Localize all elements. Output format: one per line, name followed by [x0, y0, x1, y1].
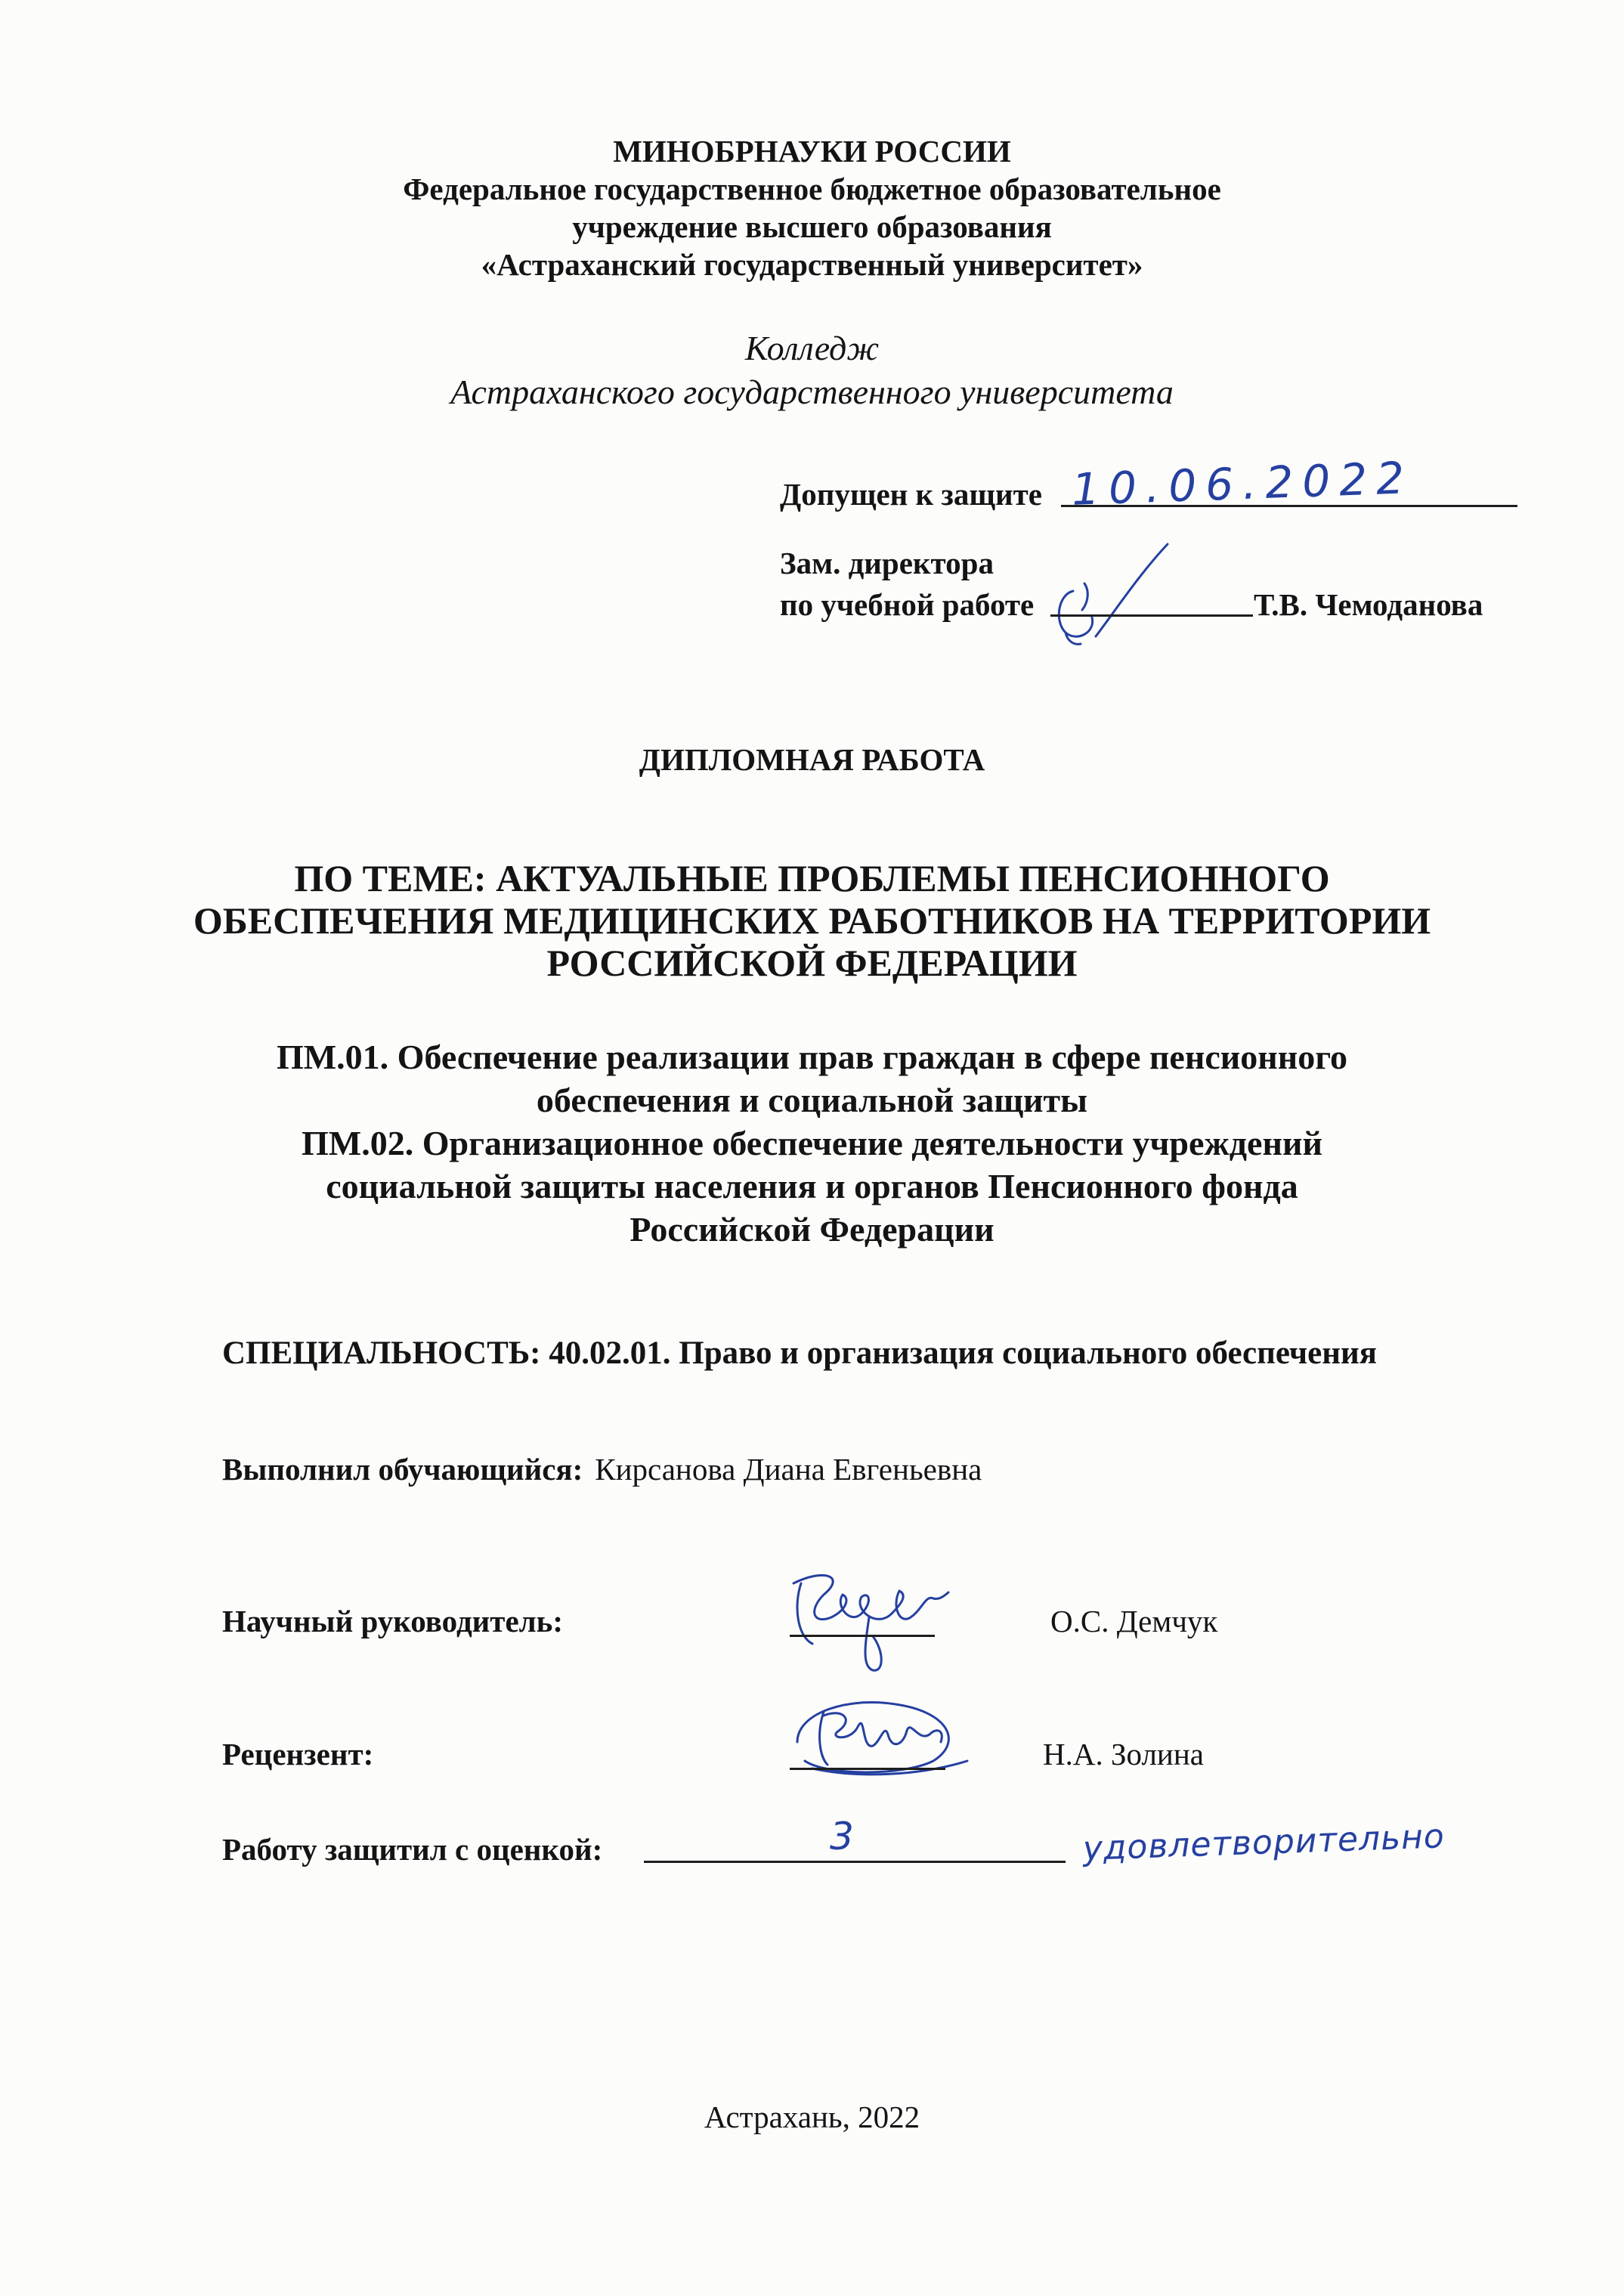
- module-line: обеспечения и социальной защиты: [536, 1081, 1088, 1119]
- college-line: Астраханского государственного университета: [450, 373, 1174, 411]
- work-type-title: ДИПЛОМНАЯ РАБОТА: [639, 742, 985, 777]
- header-line: «Астраханский государственный университет»: [481, 247, 1143, 282]
- specialty: СПЕЦИАЛЬНОСТЬ: 40.02.01. Право и организация социального обеспечения: [222, 1335, 1378, 1371]
- module-line: Российской Федерации: [629, 1210, 995, 1249]
- reviewer-label: Рецензент:: [222, 1737, 374, 1772]
- topic-line: РОССИЙСКОЙ ФЕДЕРАЦИИ: [546, 942, 1078, 984]
- module-line: социальной защиты населения и органов Пенсионного фонда: [326, 1167, 1298, 1205]
- module-line: ПМ.02. Организационное обеспечение деятельности учреждений: [302, 1124, 1322, 1162]
- thesis-topic: [0, 857, 1624, 984]
- deputy-director-name: Т.В. Чемоданова: [1254, 587, 1483, 622]
- supervisor-signature: [778, 1553, 952, 1674]
- grade-label: Работу защитил с оценкой:: [222, 1832, 603, 1867]
- deputy-director-title: Зам. директора: [780, 546, 994, 580]
- city-year: Астрахань, 2022: [704, 2100, 920, 2134]
- approval-label: Допущен к защите: [780, 477, 1042, 512]
- signature-line: [790, 1768, 945, 1770]
- student-name: Кирсанова Диана Евгеньевна: [595, 1452, 982, 1487]
- reviewer-name: Н.А. Золина: [1043, 1737, 1205, 1772]
- header-line: учреждение высшего образования: [572, 209, 1052, 244]
- topic-line: ОБЕСПЕЧЕНИЯ МЕДИЦИНСКИХ РАБОТНИКОВ НА ТЕРРИТОРИИ: [193, 899, 1431, 942]
- signature-line: [790, 1635, 935, 1637]
- grade-score-handwritten: 3: [830, 1815, 854, 1858]
- supervisor-name: О.С. Демчук: [1050, 1604, 1218, 1638]
- professional-modules: [0, 1035, 1624, 1251]
- grade-underline: [644, 1861, 1066, 1863]
- student-label: Выполнил обучающийся:: [222, 1452, 583, 1487]
- deputy-director-department: по учебной работе: [780, 587, 1035, 622]
- ministry-header: [0, 132, 1624, 283]
- grade-text-handwritten: удовлетворительно: [1082, 1817, 1446, 1868]
- college-line: Колледж: [744, 329, 880, 367]
- topic-line: ПО ТЕМЕ: АКТУАЛЬНЫЕ ПРОБЛЕМЫ ПЕНСИОННОГО: [294, 857, 1330, 899]
- student-row: [222, 1451, 982, 1487]
- signature-line: [1050, 614, 1253, 617]
- module-line: ПМ.01. Обеспечение реализации прав граждан в сфере пенсионного: [276, 1038, 1348, 1076]
- supervisor-label: Научный руководитель:: [222, 1604, 563, 1638]
- header-line: Федеральное государственное бюджетное образовательное: [403, 172, 1221, 206]
- college-name: [0, 326, 1624, 414]
- deputy-director-signature: [1043, 538, 1179, 651]
- approval-date-handwritten: 10.06.2022: [1070, 452, 1415, 515]
- header-line: МИНОБРНАУКИ РОССИИ: [613, 134, 1011, 169]
